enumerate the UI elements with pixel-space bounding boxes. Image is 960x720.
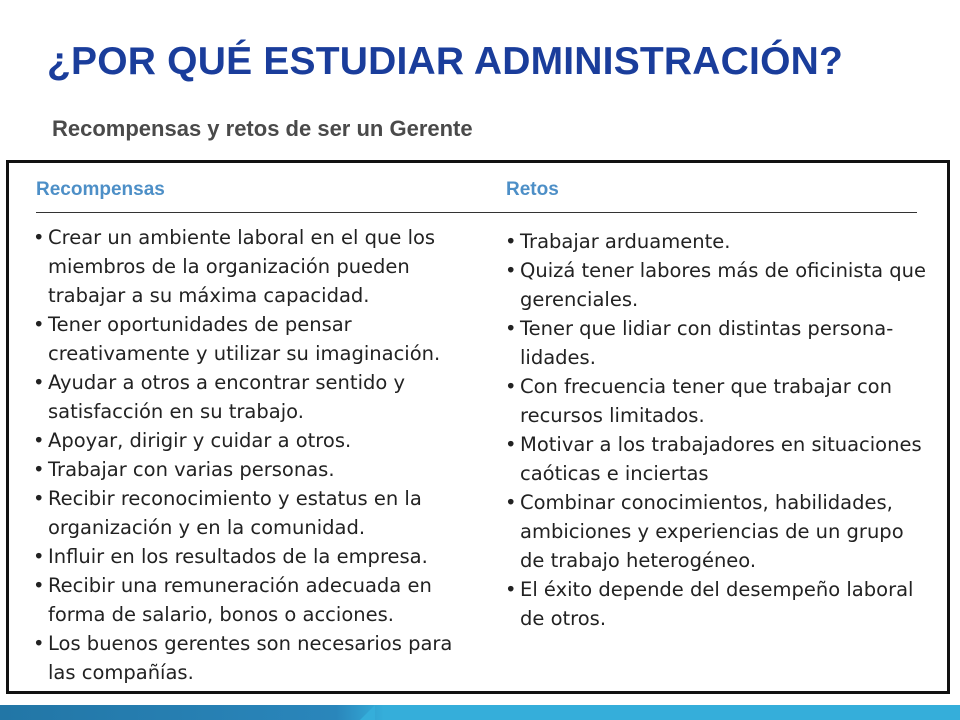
rewards-item-text: Ayudar a otros a encontrar sentido y satisfacción en su trabajo. xyxy=(48,371,406,423)
bullet-icon: • xyxy=(33,226,45,249)
list-item xyxy=(33,310,463,368)
challenges-item-text: Tener que lidiar con distintas persona- lidades. xyxy=(520,317,894,369)
list-item xyxy=(33,484,463,542)
challenges-list xyxy=(505,227,935,633)
rewards-item-text: Crear un ambiente laboral en el que los miembros de la organización pueden trabajar a su máxima capacidad. xyxy=(48,226,436,307)
list-item xyxy=(505,227,935,256)
challenges-item-text: Motivar a los trabajadores en situaciones caóticas e inciertas xyxy=(520,433,922,485)
list-item xyxy=(505,314,935,372)
rewards-list xyxy=(33,223,463,687)
bullet-icon: • xyxy=(505,317,517,340)
bullet-icon: • xyxy=(505,578,517,601)
challenges-item-text: Combinar conocimientos, habilidades, ambiciones y experiencias de un grupo de trabajo heterogéneo. xyxy=(520,491,904,572)
bullet-icon: • xyxy=(33,429,45,452)
list-item xyxy=(33,542,463,571)
bullet-icon: • xyxy=(505,375,517,398)
rewards-item-text: Apoyar, dirigir y cuidar a otros. xyxy=(48,429,352,452)
slide-title: ¿POR QUÉ ESTUDIAR ADMINISTRACIÓN? xyxy=(47,40,843,83)
rewards-item-text: Trabajar con varias personas. xyxy=(48,458,335,481)
list-item xyxy=(33,223,463,310)
rewards-item-text: Recibir una remuneración adecuada en forma de salario, bonos o acciones. xyxy=(48,574,432,626)
list-item xyxy=(33,629,463,687)
rewards-challenges-table xyxy=(6,160,950,694)
list-item xyxy=(505,488,935,575)
bullet-icon: • xyxy=(33,574,45,597)
bullet-icon: • xyxy=(33,487,45,510)
list-item xyxy=(33,455,463,484)
slide-subtitle: Recompensas y retos de ser un Gerente xyxy=(52,116,473,141)
bullet-icon: • xyxy=(33,632,45,655)
list-item xyxy=(33,571,463,629)
challenges-item-text: Trabajar arduamente. xyxy=(520,230,731,253)
rewards-item-text: Los buenos gerentes son necesarios para las compañías. xyxy=(48,632,453,684)
list-item xyxy=(33,426,463,455)
list-item xyxy=(505,575,935,633)
bullet-icon: • xyxy=(33,371,45,394)
bullet-icon: • xyxy=(33,545,45,568)
challenges-item-text: Quizá tener labores más de oficinista que gerenciales. xyxy=(520,259,927,311)
bullet-icon: • xyxy=(505,230,517,253)
list-item xyxy=(505,372,935,430)
bullet-icon: • xyxy=(505,433,517,456)
rewards-item-text: Tener oportunidades de pensar creativamente y utilizar su imaginación. xyxy=(48,313,441,365)
list-item xyxy=(33,368,463,426)
bullet-icon: • xyxy=(505,259,517,282)
bullet-icon: • xyxy=(33,313,45,336)
rewards-item-text: Influir en los resultados de la empresa. xyxy=(48,545,428,568)
challenges-item-text: El éxito depende del desempeño laboral de otros. xyxy=(520,578,914,630)
challenges-item-text: Con frecuencia tener que trabajar con recursos limitados. xyxy=(520,375,892,427)
rewards-item-text: Recibir reconocimiento y estatus en la organización y en la comunidad. xyxy=(48,487,422,539)
list-item xyxy=(505,256,935,314)
challenges-heading: Retos xyxy=(506,179,559,200)
rewards-heading: Recompensas xyxy=(36,179,165,200)
list-item xyxy=(505,430,935,488)
heading-divider xyxy=(36,212,917,213)
bottom-accent-bar xyxy=(0,705,960,720)
bullet-icon: • xyxy=(33,458,45,481)
bottom-bar-divider xyxy=(360,705,375,720)
bullet-icon: • xyxy=(505,491,517,514)
